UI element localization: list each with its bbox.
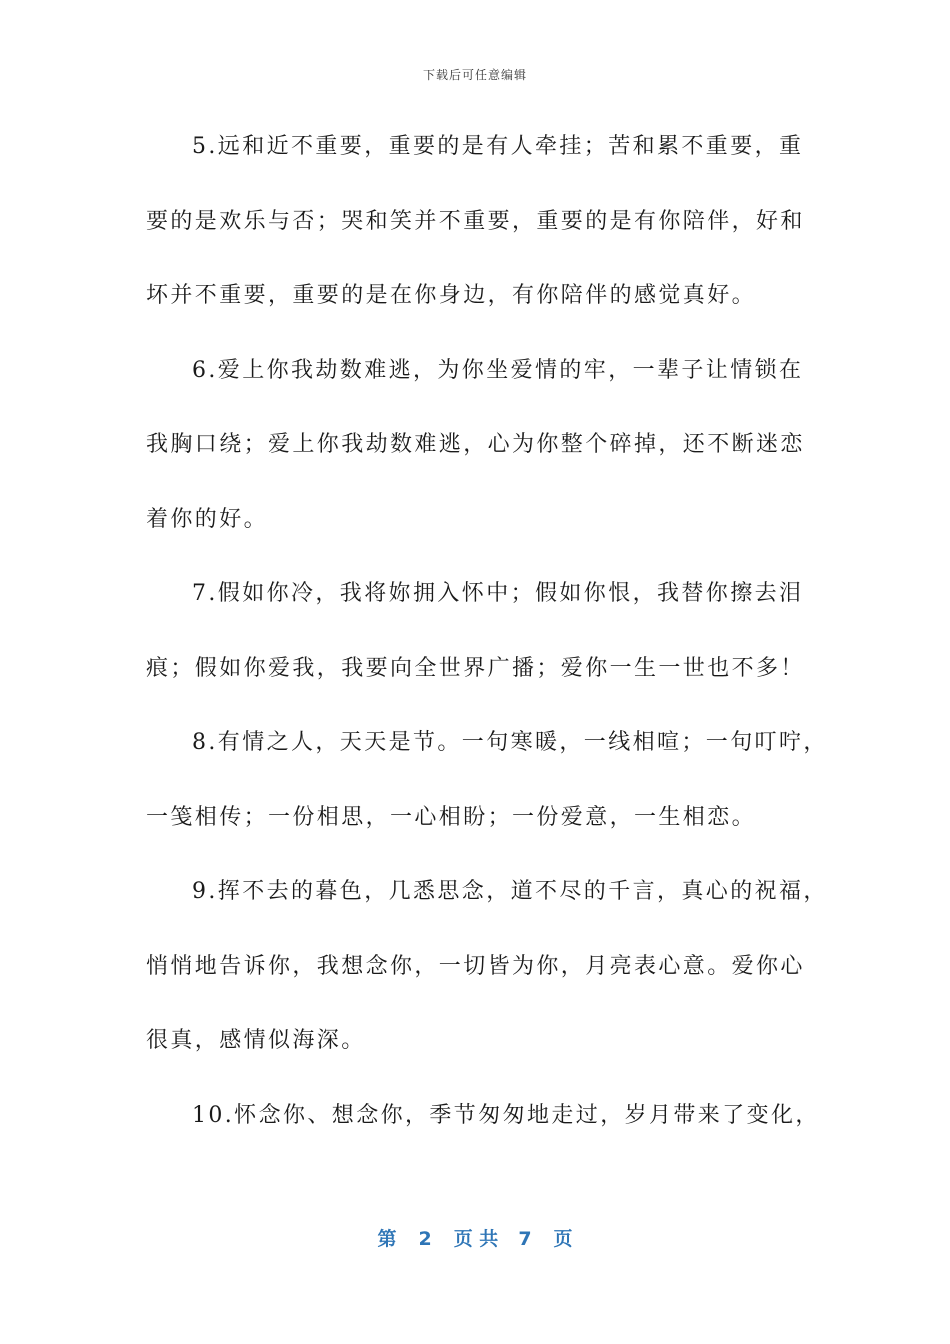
paragraph-5-line-2: 要的是欢乐与否；哭和笑并不重要，重要的是有你陪伴，好和 [146, 208, 805, 234]
footer-middle: 页 共 [453, 1228, 499, 1250]
paragraph-7-line-1: 7.假如你冷，我将妳拥入怀中；假如你恨，我替你擦去泪 [192, 581, 804, 606]
footer-prefix: 第 [377, 1228, 397, 1250]
paragraph-9-line-1: 9.挥不去的暮色，几悉思念，道不尽的千言，真心的祝福， [192, 879, 828, 904]
footer-current-page: 2 [418, 1228, 432, 1250]
paragraph-6-line-2: 我胸口绕；爱上你我劫数难逃，心为你整个碎掉，还不断迷恋 [146, 432, 805, 457]
paragraph-9-line-3: 很真，感情似海深。 [146, 1028, 366, 1053]
footer-total-pages: 7 [518, 1228, 532, 1250]
page-header: 下载后可任意编辑 [422, 68, 527, 82]
paragraph-8-line-2: 一笺相传；一份相思，一心相盼；一份爱意，一生相恋。 [146, 804, 757, 830]
paragraph-7-line-2: 痕；假如你爱我，我要向全世界广播；爱你一生一世也不多！ [146, 655, 805, 681]
paragraph-8-line-1: 8.有情之人，天天是节。一句寒暖，一线相喧；一句叮咛， [192, 730, 828, 755]
paragraph-5-line-1: 5.远和近不重要，重要的是有人牵挂；苦和累不重要，重 [192, 134, 804, 159]
paragraph-9-line-2: 悄悄地告诉你，我想念你，一切皆为你，月亮表心意。爱你心 [146, 953, 805, 979]
paragraph-6-line-1: 6.爱上你我劫数难逃，为你坐爱情的牢，一辈子让情锁在 [192, 357, 804, 383]
paragraph-6-line-3: 着你的好。 [146, 506, 269, 532]
footer-suffix: 页 [553, 1228, 573, 1250]
document-body [146, 110, 828, 1153]
paragraph-10-line-1: 10.怀念你、想念你，季节匆匆地走过，岁月带来了变化， [192, 1102, 820, 1128]
paragraph-5-line-3: 坏并不重要，重要的是在你身边，有你陪伴的感觉真好。 [146, 283, 757, 308]
page-number-footer [0, 1224, 950, 1251]
